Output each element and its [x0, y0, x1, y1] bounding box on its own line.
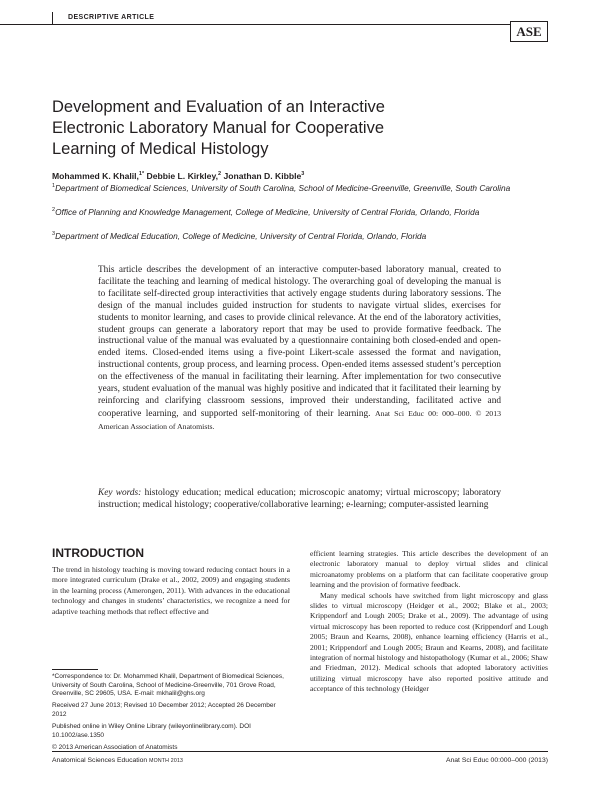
body-paragraph: efficient learning strategies. This article describes the development of an electronic laboratory manual to deploy virtual slides and clinical microanatomy problems on a platform that can facilitate cooperative group learning and the provision of formative feedback. — [310, 549, 548, 590]
footer-journal-name: Anatomical Sciences Education — [52, 757, 148, 764]
keywords-label: Key words: — [98, 488, 142, 498]
published-note: Published online in Wiley Online Library (wileyonlinelibrary.com). DOI 10.1002/ase.1350 — [52, 723, 251, 739]
affiliation: $^3$Department of Medical Education, College of Medicine, University of Central Florida, Orlando, Florida — [52, 231, 427, 241]
abstract-text: This article describes the development of an interactive computer-based laboratory manual, created to facilitate the teaching and learning of medical histology. The overarching goal of developing the manual is to facilitate self-directed group interactivities that actively engage students during laboratory sessions. The design of the manual includes guided instruction for students to navigate virtual slides, exercises for students to monitor learning, and cases to provide clinical relevance. At the end of the laboratory activities, student groups can generate a laboratory report that may be used to provide formative feedback. The instructional value of the manual was evaluated by a questionnaire containing both closed-ended and open-ended items. Closed-ended items using a five-point Likert-scale assessed the format and navigation, instructional contents, group process, and learning process. Open-ended items assessed student’s perception on the effectiveness of the manual in facilitating their learning. After implementation for two consecutive years, student evaluation of the manual was highly positive and indicated that it facilitated their learning by reinforcing and clarifying classroom sessions, improved their understanding, facilitated active and cooperative learning, and supported self-monitoring of their learning. — [98, 265, 501, 419]
author-superscript: 1* — [138, 171, 145, 178]
keywords-text: histology education; medical education; microscopic anatomy; virtual microscopy; laboratory instruction; medical histology; cooperative/collaborative learning; e-learning; computer-assisted learning — [98, 488, 501, 510]
affiliation: $^1$Department of Biomedical Sciences, University of South Carolina, School of Medicine-Greenville, Greenville, South Carolina — [52, 183, 511, 193]
header-rule — [0, 24, 510, 25]
body-paragraph: The trend in histology teaching is moving toward reducing contact hours in a more integrated curriculum (Drake et al., 2002, 2009) and engaging students in the learning process (Amerongen, 2011). With advances in the educational technology and changes in students’ characteristics, we recognize a need for adaptive teaching methods that reflect effective and — [52, 565, 290, 616]
section-heading: INTRODUCTION — [52, 546, 144, 560]
article-type-label: DESCRIPTIVE ARTICLE — [68, 14, 155, 21]
author-list — [52, 171, 304, 181]
body-column-right — [310, 549, 548, 695]
body-paragraph: Many medical schools have switched from light microscopy and glass slides to virtual microscopy (Heidger et al., 2002; Blake et al., 2003; Krippendorf and Lough 2005; Drake et al., 2009). The advantage of using virtual microscopy has been reported to reduce cost (Krippendorf and Lough 2005; Braun and Kearns, 2008), enhance learning efficiency (Harris et al., 2001; Krippendorf and Lough 2005; Braun and Kearns, 2008), and facilitate integration of normal histology and histopathology (Kumar et al., 2006; Shaw and Friedman, 2012). Medical schools that adopted laboratory activities utilizing virtual microscopy have also reported positive attitude and acceptance of this technology (Heidger — [310, 590, 548, 694]
body-column-left — [52, 565, 290, 617]
abstract — [98, 265, 501, 434]
affiliation: $^2$Office of Planning and Knowledge Management, College of Medicine, University of Central Florida, Orlando, Florida — [52, 207, 480, 217]
correspondence-note: *Correspondence to: Dr. Mohammed Khalil, Department of Biomedical Sciences, University of South Carolina, School of Medicine-Greenville, 701 Grove Road, Greenville, SC 29605, USA. E-mail: mkhalil@ghs.org — [52, 673, 284, 698]
footer-journal — [52, 757, 183, 764]
author-name: Debbie L. Kirkley, — [146, 171, 218, 181]
author-name: Jonathan D. Kibble — [223, 171, 302, 181]
copyright-note: © 2013 American Association of Anatomists — [52, 743, 178, 751]
footer-citation: Anat Sci Educ 00:000–000 (2013) — [445, 757, 548, 764]
article-title: Development and Evaluation of an Interactive Electronic Laboratory Manual for Cooperative Learning of Medical Histology — [52, 98, 385, 158]
footnotes — [52, 673, 290, 756]
keywords — [98, 487, 501, 511]
footnote-rule — [52, 669, 98, 670]
author-superscript: 2 — [217, 171, 222, 178]
author-name: Mohammed K. Khalil, — [52, 171, 139, 181]
journal-logo: ASE — [510, 21, 548, 42]
abstract-citation: Anat Sci Educ 00: 000–000. © 2013 American Association of Anatomists. — [98, 408, 502, 431]
footer-month: MONTH 2013 — [149, 758, 184, 764]
footer-rule — [52, 751, 548, 752]
author-superscript: 3 — [301, 171, 305, 178]
received-note: Received 27 June 2013; Revised 10 December 2012; Accepted 26 December 2012 — [52, 702, 276, 718]
